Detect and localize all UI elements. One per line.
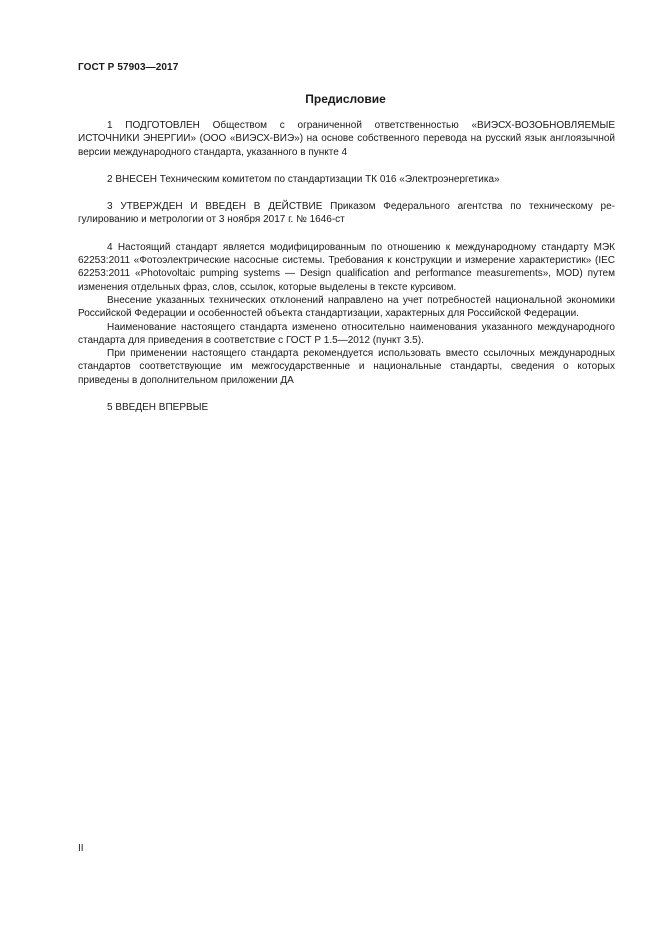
foreword-body xyxy=(78,119,615,414)
paragraph-modification: 4 Настоящий стандарт является модифицированным по отношению к международному стандарту МЭК 62253:2011 «Фотоэлектрические насосные системы. Требования к конструкции и измерение характеристик» (IEC 62253:2011 «Photovoltaic pumping systems — Design qualification and performance measurements», MOD) путем изменения отдельных фраз, слов, ссылок, которые выделены в тексте курсивом. xyxy=(78,241,615,293)
paragraph-prepared-by: 1 ПОДГОТОВЛЕН Обществом с ограниченной ответственностью «ВИЭСХ-ВОЗОБНОВЛЯЕМЫЕ ИСТОЧНИКИ ЭНЕРГИИ» (ООО «ВИЭСХ-ВИЭ») на основе собственного перевода на русский язык англоязычной версии международного стандарта, указанного в пункте 4 xyxy=(78,120,615,158)
paragraph-deviations: Внесение указанных технических отклонений направлено на учет потребностей национальной экономики Российской Федерации и особенностей объекта стандартизации, характерных для Российской Федерации. xyxy=(78,294,615,320)
section-title-foreword: Предисловие xyxy=(305,92,386,106)
page-number: II xyxy=(78,843,84,854)
paragraph-references: При применении настоящего стандарта рекомендуется использовать вместо ссылочных международных стандартов соответствующие им межгосударственные и национальные стандарты, сведения о которых приведены в дополнительном приложении ДА xyxy=(78,348,615,386)
paragraph-first-introduced: 5 ВВЕДЕН ВПЕРВЫЕ xyxy=(107,402,209,414)
paragraph-approved: 3 УТВЕРЖДЕН И ВВЕДЕН В ДЕЙСТВИЕ Приказом Федерального агентства по техническому регулированию и метрологии от 3 ноября 2017 г. № 1646-ст xyxy=(78,201,615,226)
document-code-header: ГОСТ Р 57903—2017 xyxy=(78,62,179,73)
paragraph-name-change: Наименование настоящего стандарта изменено относительно наименования указанного международного стандарта для приведения в соответствие с ГОСТ Р 1.5—2012 (пункт 3.5). xyxy=(78,321,615,346)
paragraph-introduced-by: 2 ВНЕСЕН Техническим комитетом по стандартизации ТК 016 «Электроэнергетика» xyxy=(107,173,500,185)
